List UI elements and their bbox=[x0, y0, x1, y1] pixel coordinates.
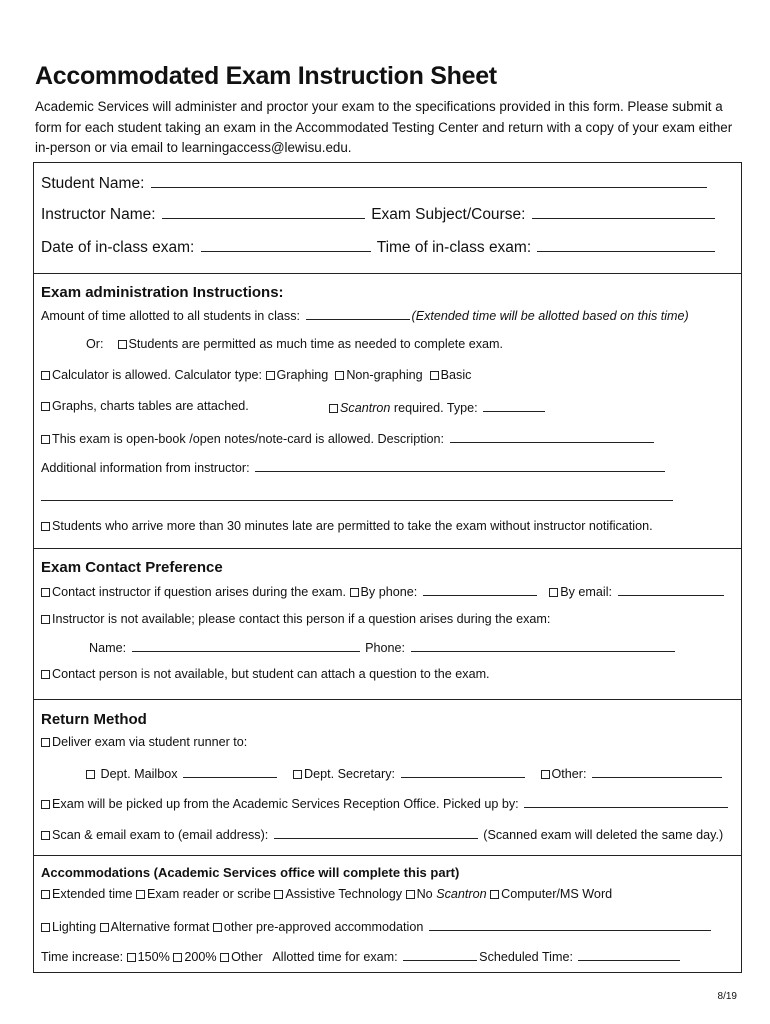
as-much-time-checkbox[interactable] bbox=[118, 340, 127, 349]
date-time-row bbox=[41, 236, 717, 257]
intro-text: Academic Services will administer and proctor your exam to the specifications provided in this form. Please submit a form for each student taking an exam in the Accommodated Testing Center and return with a copy of your exam either in-person or via email to learningaccess@lewisu.edu. bbox=[35, 99, 733, 155]
date-exam-label: Date of in-class exam: bbox=[41, 239, 195, 256]
time-other-label: Other bbox=[231, 950, 263, 964]
other-pre-label: other pre-approved accommodation bbox=[223, 920, 424, 934]
picked-up-checkbox[interactable] bbox=[41, 800, 50, 809]
no-label: No bbox=[416, 887, 433, 901]
allotted-field[interactable] bbox=[403, 948, 477, 961]
assistive-tech-checkbox[interactable] bbox=[274, 890, 283, 899]
graphs-label: Graphs, charts tables are attached. bbox=[52, 399, 249, 413]
exam-reader-checkbox[interactable] bbox=[136, 890, 145, 899]
deliver-label: Deliver exam via student runner to: bbox=[52, 735, 248, 749]
basic-checkbox[interactable] bbox=[430, 371, 439, 380]
late-students-label: Students who arrive more than 30 minutes late are permitted to take the exam without instructor notification. bbox=[52, 519, 653, 533]
dept-mailbox-label: Dept. Mailbox bbox=[100, 767, 178, 781]
by-phone-field[interactable] bbox=[423, 583, 537, 596]
scheduled-label: Scheduled Time: bbox=[479, 950, 573, 964]
non-graphing-label: Non-graphing bbox=[346, 368, 423, 382]
calculator-label: Calculator is allowed. Calculator type: bbox=[52, 368, 262, 382]
admin-heading: Exam administration Instructions: bbox=[41, 284, 284, 301]
picked-up-row bbox=[41, 795, 730, 811]
open-book-row bbox=[41, 430, 656, 446]
additional-info-row bbox=[41, 459, 667, 475]
extended-time-label: Extended time bbox=[52, 887, 133, 901]
other-pre-checkbox[interactable] bbox=[213, 923, 222, 932]
contact-phone-field[interactable] bbox=[411, 639, 675, 652]
scantron-checkbox[interactable] bbox=[329, 404, 338, 413]
contact-instructor-checkbox[interactable] bbox=[41, 588, 50, 597]
amount-field[interactable] bbox=[306, 307, 410, 320]
instructor-name-label: Instructor Name: bbox=[41, 206, 156, 223]
lighting-checkbox[interactable] bbox=[41, 923, 50, 932]
contact-phone-label: Phone: bbox=[365, 641, 406, 655]
amount-row bbox=[41, 307, 689, 323]
contact-person-row bbox=[89, 639, 677, 655]
student-name-field[interactable] bbox=[151, 172, 707, 188]
by-email-field[interactable] bbox=[618, 583, 724, 596]
scan-email-row bbox=[41, 826, 723, 842]
p200-checkbox[interactable] bbox=[173, 953, 182, 962]
not-available-label: Instructor is not available; please contact this person if a question arises during the exam: bbox=[52, 612, 551, 626]
scantron-row bbox=[329, 399, 547, 415]
picked-up-by-field[interactable] bbox=[524, 795, 728, 808]
amount-note: (Extended time will be allotted based on this time) bbox=[411, 309, 689, 323]
time-other-checkbox[interactable] bbox=[220, 953, 229, 962]
scantron-required-label: required. Type: bbox=[393, 401, 478, 415]
accommodations-row-3 bbox=[41, 948, 682, 964]
time-increase-label: Time increase: bbox=[41, 950, 124, 964]
as-much-time-row bbox=[86, 337, 503, 351]
p150-checkbox[interactable] bbox=[127, 953, 136, 962]
by-email-label: By email: bbox=[560, 585, 613, 599]
other-pre-field[interactable] bbox=[429, 918, 711, 931]
basic-label: Basic bbox=[440, 368, 472, 382]
exam-reader-label: Exam reader or scribe bbox=[147, 887, 271, 901]
p200-label: 200% bbox=[184, 950, 217, 964]
picked-up-label: Exam will be picked up from the Academic Services Reception Office. Picked up by: bbox=[52, 797, 519, 811]
graphing-label: Graphing bbox=[276, 368, 329, 382]
contact-name-field[interactable] bbox=[132, 639, 360, 652]
instructor-name-field[interactable] bbox=[162, 203, 365, 219]
by-phone-label: By phone: bbox=[360, 585, 418, 599]
open-book-description-field[interactable] bbox=[450, 430, 654, 443]
non-graphing-checkbox[interactable] bbox=[335, 371, 344, 380]
footer-date: 8/19 bbox=[717, 991, 737, 1002]
as-much-time-label: Students are permitted as much time as needed to complete exam. bbox=[128, 337, 504, 351]
student-name-row bbox=[41, 172, 709, 193]
contact-instructor-label: Contact instructor if question arises during the exam. bbox=[52, 585, 346, 599]
calculator-checkbox[interactable] bbox=[41, 371, 50, 380]
scheduled-field[interactable] bbox=[578, 948, 680, 961]
deliver-row bbox=[41, 735, 247, 749]
late-students-checkbox[interactable] bbox=[41, 522, 50, 531]
accommodations-row-2 bbox=[41, 918, 713, 934]
graphs-checkbox[interactable] bbox=[41, 402, 50, 411]
return-other-checkbox[interactable] bbox=[541, 770, 550, 779]
exam-subject-field[interactable] bbox=[532, 203, 715, 219]
contact-heading: Exam Contact Preference bbox=[41, 559, 223, 576]
additional-info-label: Additional information from instructor: bbox=[41, 461, 250, 475]
open-book-label: This exam is open-book /open notes/note-card is allowed. Description: bbox=[52, 432, 445, 446]
date-exam-field[interactable] bbox=[201, 236, 371, 252]
no-scantron-label: Scantron bbox=[436, 887, 487, 901]
alt-format-checkbox[interactable] bbox=[100, 923, 109, 932]
computer-label: Computer/MS Word bbox=[501, 887, 613, 901]
additional-info-line-2 bbox=[41, 488, 673, 504]
additional-info-field-2[interactable] bbox=[41, 488, 673, 501]
student-name-label: Student Name: bbox=[41, 175, 145, 192]
not-available-row bbox=[41, 612, 550, 626]
scantron-word: Scantron bbox=[340, 401, 391, 415]
not-available-checkbox[interactable] bbox=[41, 615, 50, 624]
deliver-checkbox[interactable] bbox=[41, 738, 50, 747]
no-scantron-checkbox[interactable] bbox=[406, 890, 415, 899]
p150-label: 150% bbox=[137, 950, 170, 964]
additional-info-field[interactable] bbox=[255, 459, 665, 472]
computer-checkbox[interactable] bbox=[490, 890, 499, 899]
scan-note: (Scanned exam will deleted the same day.) bbox=[483, 828, 724, 842]
by-phone-checkbox[interactable] bbox=[350, 588, 359, 597]
page-title: Accommodated Exam Instruction Sheet bbox=[35, 62, 497, 90]
contact-person-na-label: Contact person is not available, but student can attach a question to the exam. bbox=[52, 667, 490, 681]
graphing-checkbox[interactable] bbox=[266, 371, 275, 380]
scan-email-label: Scan & email exam to (email address): bbox=[52, 828, 269, 842]
open-book-checkbox[interactable] bbox=[41, 435, 50, 444]
scan-email-checkbox[interactable] bbox=[41, 831, 50, 840]
return-heading: Return Method bbox=[41, 711, 147, 728]
time-exam-label: Time of in-class exam: bbox=[376, 239, 532, 256]
dept-mailbox-field[interactable] bbox=[183, 765, 277, 778]
assistive-tech-label: Assistive Technology bbox=[285, 887, 403, 901]
by-email-checkbox[interactable] bbox=[549, 588, 558, 597]
return-other-field[interactable] bbox=[592, 765, 722, 778]
graphs-row bbox=[41, 399, 249, 413]
contact-person-na-checkbox[interactable] bbox=[41, 670, 50, 679]
amount-label: Amount of time allotted to all students in class: bbox=[41, 309, 301, 323]
scantron-type-field[interactable] bbox=[483, 399, 545, 412]
contact-person-na-row bbox=[41, 667, 490, 681]
dept-secretary-label: Dept. Secretary: bbox=[304, 767, 395, 781]
time-exam-field[interactable] bbox=[537, 236, 715, 252]
alt-format-label: Alternative format bbox=[110, 920, 210, 934]
runner-destinations-row bbox=[86, 765, 724, 781]
late-students-row bbox=[41, 519, 653, 533]
allotted-label: Allotted time for exam: bbox=[272, 950, 398, 964]
dept-mailbox-checkbox[interactable] bbox=[86, 770, 95, 779]
contact-instructor-row bbox=[41, 583, 726, 599]
dept-secretary-checkbox[interactable] bbox=[293, 770, 302, 779]
instructor-row bbox=[41, 203, 717, 224]
scan-email-field[interactable] bbox=[274, 826, 478, 839]
exam-subject-label: Exam Subject/Course: bbox=[371, 206, 526, 223]
lighting-label: Lighting bbox=[52, 920, 97, 934]
accommodations-row-1 bbox=[41, 887, 612, 901]
contact-name-label: Name: bbox=[89, 641, 127, 655]
or-label: Or: bbox=[86, 337, 104, 351]
extended-time-checkbox[interactable] bbox=[41, 890, 50, 899]
dept-secretary-field[interactable] bbox=[401, 765, 525, 778]
calculator-row bbox=[41, 368, 471, 382]
accommodations-heading: Accommodations (Academic Services office will complete this part) bbox=[41, 865, 460, 880]
return-other-label: Other: bbox=[551, 767, 587, 781]
